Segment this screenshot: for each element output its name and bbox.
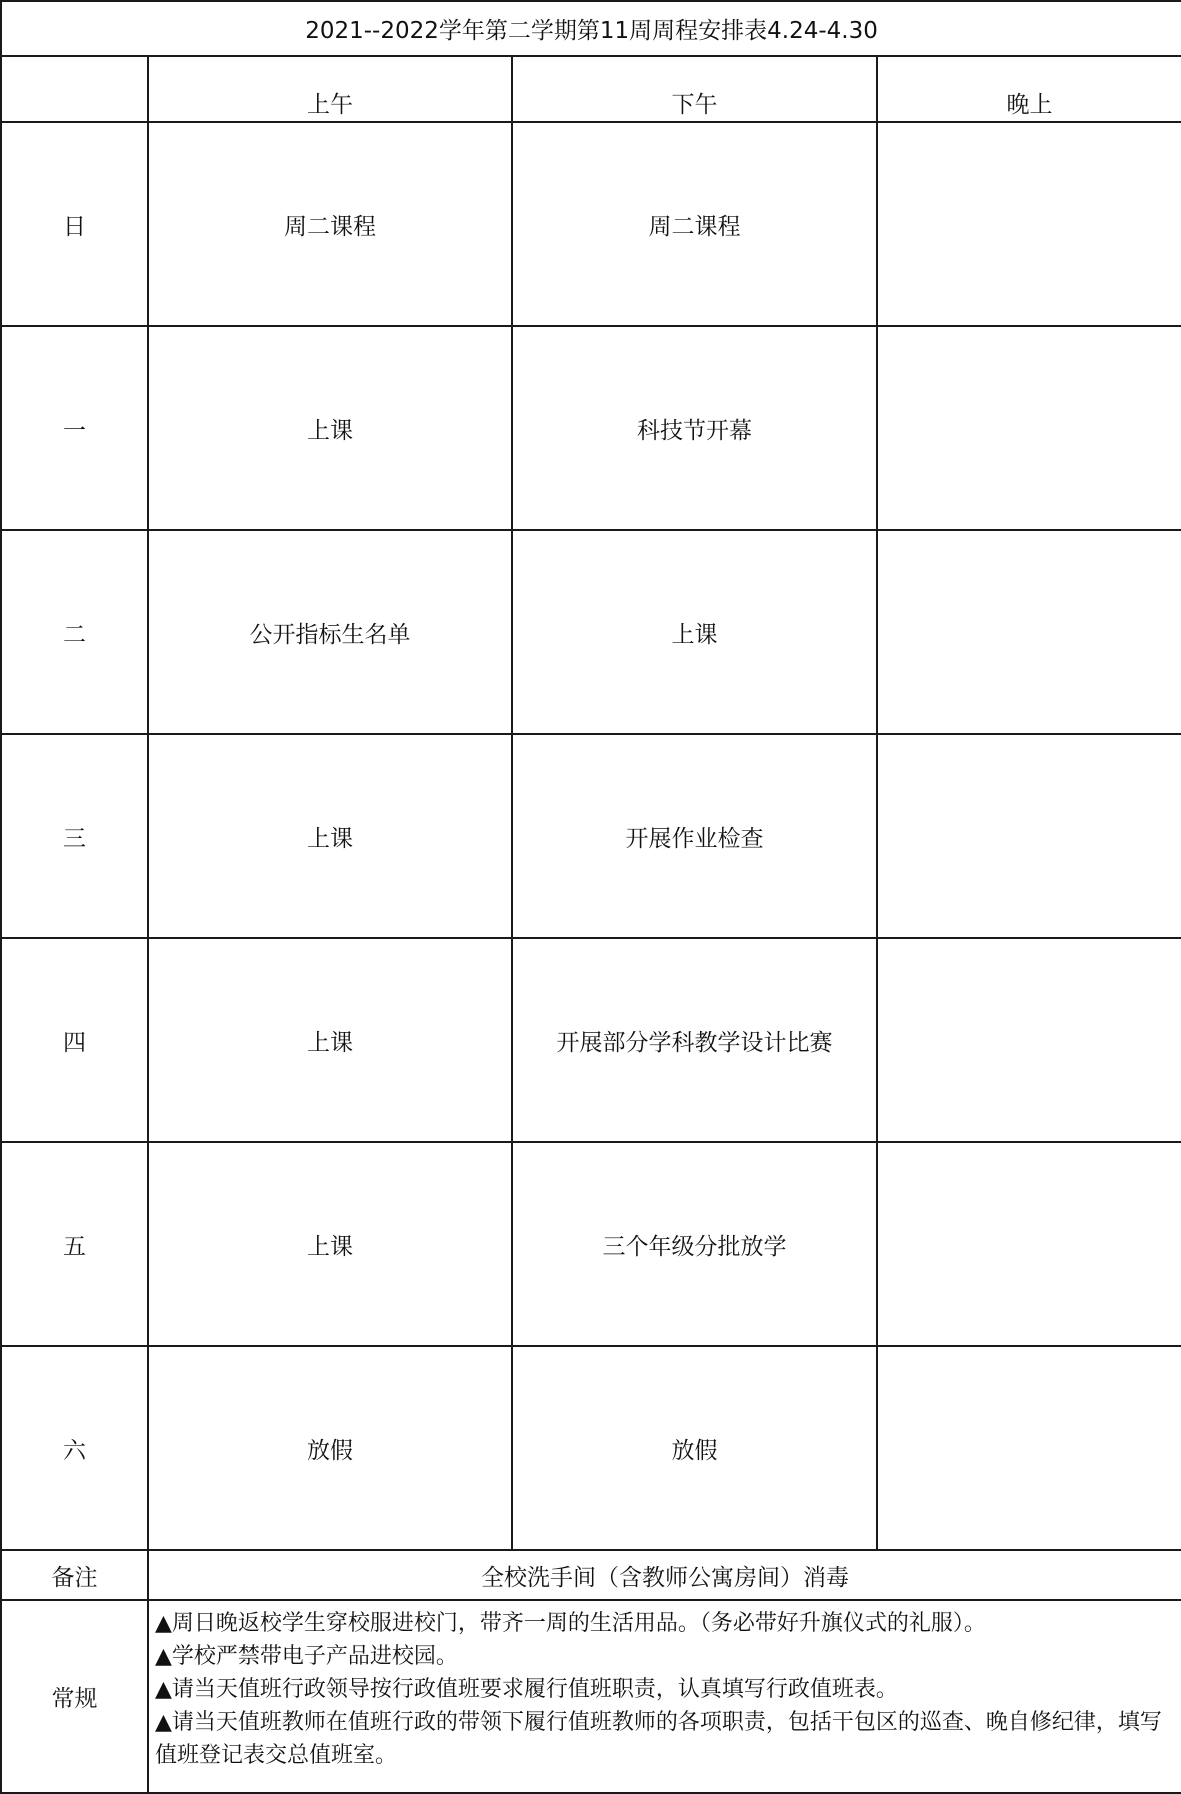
header-corner-cell bbox=[1, 56, 148, 122]
evening-cell bbox=[877, 122, 1181, 326]
afternoon-cell: 放假 bbox=[512, 1346, 877, 1550]
table-row bbox=[1, 734, 1181, 938]
table-row bbox=[1, 938, 1181, 1142]
day-label: 三 bbox=[1, 734, 148, 938]
notes-text: 全校洗手间（含教师公寓房间）消毒 bbox=[148, 1550, 1181, 1600]
title-row bbox=[1, 1, 1181, 56]
page-title: 2021--2022学年第二学期第11周周程安排表4.24-4.30 bbox=[1, 1, 1181, 56]
rule-line: ▲周日晚返校学生穿校服进校门，带齐一周的生活用品。（务必带好升旗仪式的礼服）。 bbox=[155, 1611, 986, 1636]
morning-cell: 公开指标生名单 bbox=[148, 530, 512, 734]
morning-cell: 放假 bbox=[148, 1346, 512, 1550]
morning-cell: 上课 bbox=[148, 326, 512, 530]
rule-line: ▲请当天值班教师在值班行政的带领下履行值班教师的各项职责，包括干包区的巡查、晚自修纪律，填写值班登记表交总值班室。 bbox=[155, 1710, 1162, 1768]
rule-line: ▲学校严禁带电子产品进校园。 bbox=[155, 1644, 458, 1669]
afternoon-cell: 开展作业检查 bbox=[512, 734, 877, 938]
day-label: 六 bbox=[1, 1346, 148, 1550]
evening-cell bbox=[877, 1142, 1181, 1346]
evening-cell bbox=[877, 734, 1181, 938]
header-row bbox=[1, 56, 1181, 122]
table-row bbox=[1, 1346, 1181, 1550]
table-row bbox=[1, 122, 1181, 326]
day-label: 四 bbox=[1, 938, 148, 1142]
day-label: 五 bbox=[1, 1142, 148, 1346]
evening-cell bbox=[877, 326, 1181, 530]
afternoon-cell: 三个年级分批放学 bbox=[512, 1142, 877, 1346]
evening-cell bbox=[877, 1346, 1181, 1550]
table-row bbox=[1, 1142, 1181, 1346]
afternoon-cell: 开展部分学科教学设计比赛 bbox=[512, 938, 877, 1142]
morning-cell: 上课 bbox=[148, 1142, 512, 1346]
day-label: 一 bbox=[1, 326, 148, 530]
morning-cell: 上课 bbox=[148, 734, 512, 938]
rules-content bbox=[148, 1600, 1181, 1793]
afternoon-cell: 上课 bbox=[512, 530, 877, 734]
header-morning: 上午 bbox=[148, 56, 512, 122]
morning-cell: 上课 bbox=[148, 938, 512, 1142]
table-row bbox=[1, 326, 1181, 530]
morning-cell: 周二课程 bbox=[148, 122, 512, 326]
rules-row bbox=[1, 1600, 1181, 1793]
rule-line: ▲请当天值班行政领导按行政值班要求履行值班职责，认真填写行政值班表。 bbox=[155, 1677, 898, 1702]
header-afternoon: 下午 bbox=[512, 56, 877, 122]
evening-cell bbox=[877, 938, 1181, 1142]
day-label: 日 bbox=[1, 122, 148, 326]
afternoon-cell: 科技节开幕 bbox=[512, 326, 877, 530]
day-label: 二 bbox=[1, 530, 148, 734]
afternoon-cell: 周二课程 bbox=[512, 122, 877, 326]
evening-cell bbox=[877, 530, 1181, 734]
notes-label: 备注 bbox=[1, 1550, 148, 1600]
table-row bbox=[1, 530, 1181, 734]
header-evening: 晚上 bbox=[877, 56, 1181, 122]
notes-row bbox=[1, 1550, 1181, 1600]
rules-label: 常规 bbox=[1, 1600, 148, 1793]
